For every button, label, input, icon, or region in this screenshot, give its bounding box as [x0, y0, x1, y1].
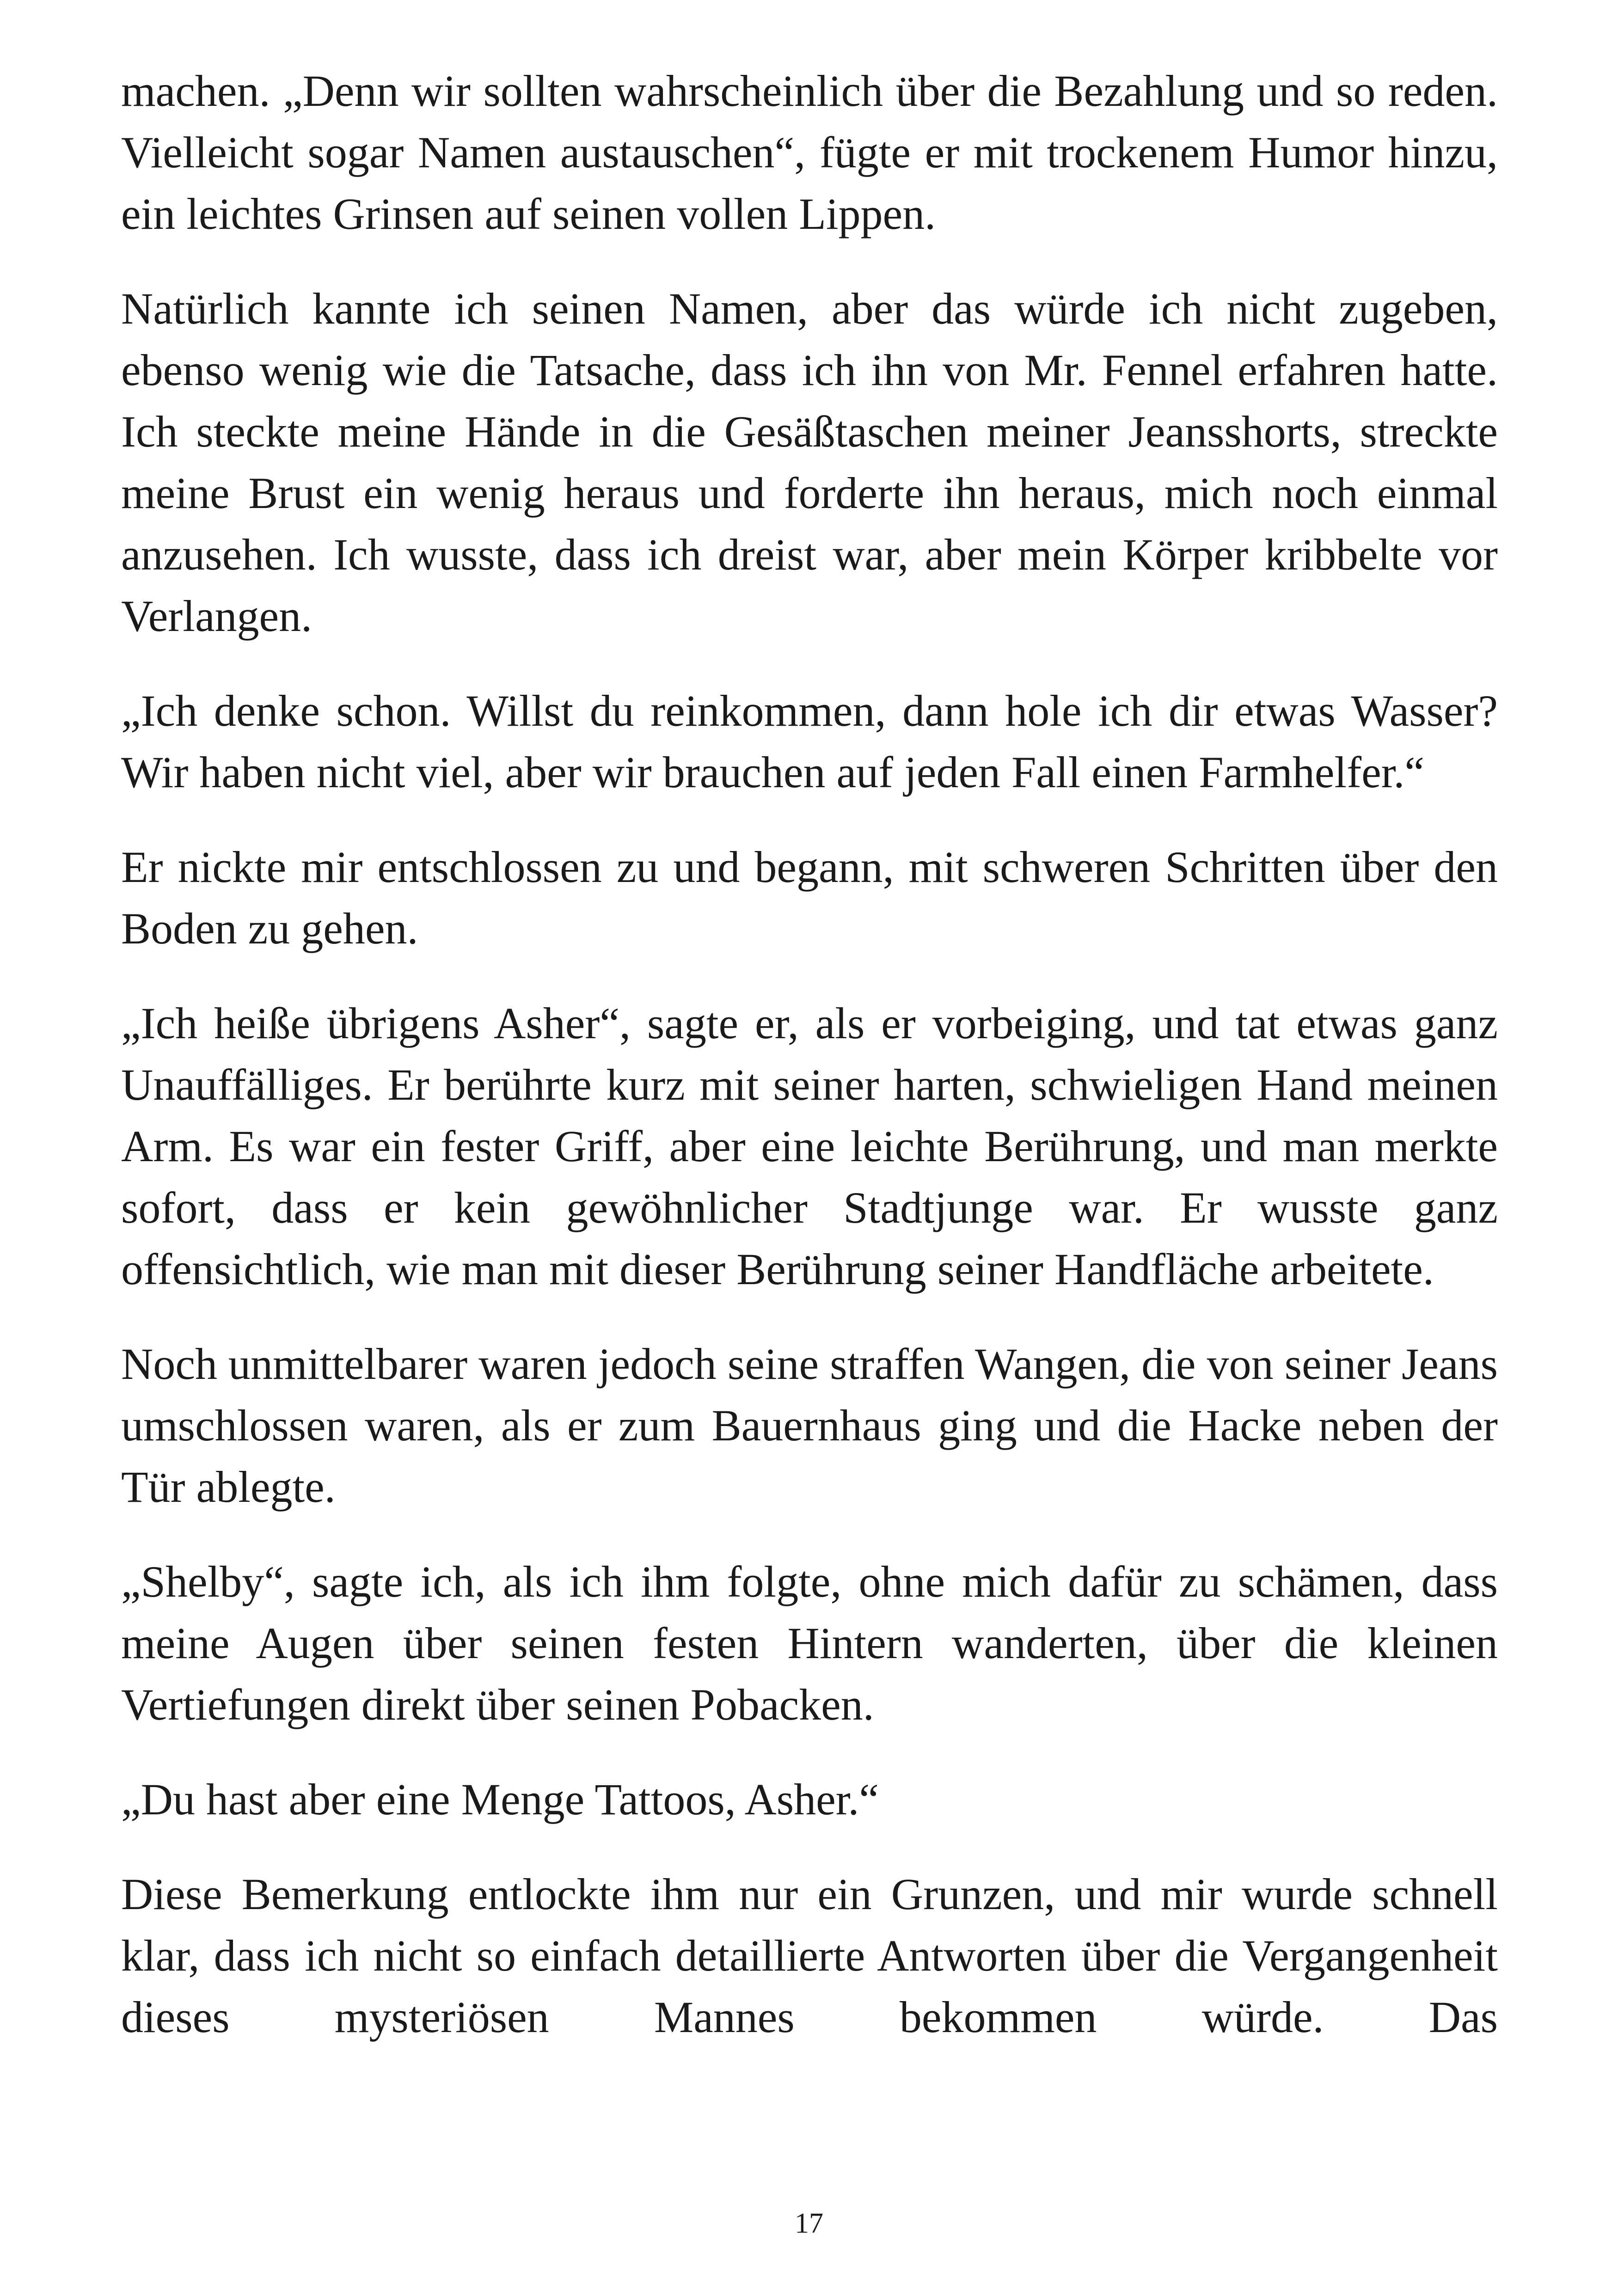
paragraph: „Du hast aber eine Menge Tattoos, Asher.“ — [121, 1775, 879, 1824]
paragraph: Natürlich kannte ich seinen Namen, aber das würde ich nicht zugeben, ebenso wenig wie die Tatsache, dass ich ihn von Mr. Fennel erfahren hatte. Ich steckte meine Hände in die Gesäßtaschen meiner Jeansshorts, streckte meine Brust ein wenig heraus und forderte ihn heraus, mich noch einmal anzusehen. Ich wusste, dass ich dreist war, aber mein Körper kribbelte vor Verlangen. — [121, 284, 1498, 641]
paragraph: „Ich denke schon. Willst du reinkommen, dann hole ich dir etwas Wasser? Wir haben nicht viel, aber wir brauchen auf jeden Fall einen Farmhelfer.“ — [121, 686, 1498, 797]
paragraph: Er nickte mir entschlossen zu und begann, mit schweren Schritten über den Boden zu gehen. — [121, 842, 1498, 953]
paragraph: „Ich heiße übrigens Asher“, sagte er, als er vorbeiging, und tat etwas ganz Unauffälliges. Er berührte kurz mit seiner harten, schwieligen Hand meinen Arm. Es war ein fester Griff, aber eine leichte Berührung, und man merkte sofort, dass er kein gewöhnlicher Stadtjunge war. Er wusste ganz offensichtlich, wie man mit dieser Berührung seiner Handfläche arbeitete. — [121, 998, 1498, 1294]
page-number: 17 — [795, 2208, 823, 2239]
page-body — [121, 60, 1498, 2048]
paragraph: machen. „Denn wir sollten wahrscheinlich über die Bezahlung und so reden. Vielleicht sogar Namen austauschen“, fügte er mit trockenem Humor hinzu, ein leichtes Grinsen auf seinen vollen Lippen. — [121, 66, 1498, 239]
paragraph: „Shelby“, sagte ich, als ich ihm folgte, ohne mich dafür zu schämen, dass meine Augen über seinen festen Hintern wanderten, über die kleinen Vertiefungen direkt über seinen Pobacken. — [121, 1557, 1498, 1729]
paragraph: Noch unmittelbarer waren jedoch seine straffen Wangen, die von seiner Jeans umschlossen waren, als er zum Bauernhaus ging und die Hacke neben der Tür ablegte. — [121, 1339, 1498, 1512]
paragraph: Diese Bemerkung entlockte ihm nur ein Grunzen, und mir wurde schnell klar, dass ich nicht so einfach detaillierte Antworten über die Vergangenheit dieses mysteriösen Mannes bekommen würde. Das — [121, 1869, 1498, 2042]
